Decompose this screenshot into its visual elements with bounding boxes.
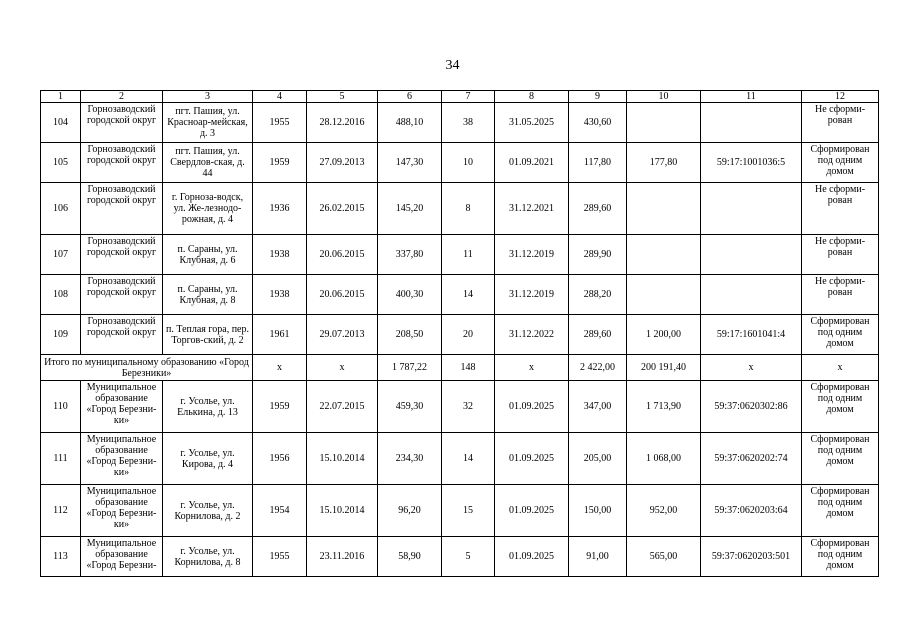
cell-col-9: 288,20 — [569, 275, 627, 315]
column-number-5: 5 — [307, 91, 378, 103]
cell-col-3: г. Усолье, ул. Елькина, д. 13 — [163, 381, 253, 433]
cell-col-4: 1959 — [253, 381, 307, 433]
total-cell: x — [307, 355, 378, 381]
cell-col-1: 112 — [41, 485, 81, 537]
cell-col-3: пгт. Пашия, ул. Свердлов-ская, д. 44 — [163, 143, 253, 183]
cell-col-3: п. Теплая гора, пер. Торгов-ский, д. 2 — [163, 315, 253, 355]
cell-col-1: 109 — [41, 315, 81, 355]
cell-col-2: Горнозаводский городской округ — [81, 183, 163, 235]
cell-col-12: Сформирован под одним домом — [802, 433, 879, 485]
cell-col-7: 14 — [442, 433, 495, 485]
cell-col-7: 15 — [442, 485, 495, 537]
cell-col-12: Сформирован под одним домом — [802, 381, 879, 433]
cell-col-2: Горнозаводский городской округ — [81, 103, 163, 143]
cell-col-6: 337,80 — [378, 235, 442, 275]
cell-col-7: 8 — [442, 183, 495, 235]
cell-col-10: 952,00 — [627, 485, 701, 537]
cell-col-8: 31.12.2019 — [495, 235, 569, 275]
cell-col-11: 59:37:0620302:86 — [701, 381, 802, 433]
table-row — [41, 381, 879, 433]
cell-col-5: 20.06.2015 — [307, 275, 378, 315]
column-number-12: 12 — [802, 91, 879, 103]
cell-col-1: 110 — [41, 381, 81, 433]
cell-col-12: Не сформи-рован — [802, 103, 879, 143]
table-row — [41, 103, 879, 143]
cell-col-12: Сформирован под одним домом — [802, 485, 879, 537]
cell-col-6: 488,10 — [378, 103, 442, 143]
column-number-3: 3 — [163, 91, 253, 103]
cell-col-2: Горнозаводский городской округ — [81, 143, 163, 183]
cell-col-7: 38 — [442, 103, 495, 143]
cell-col-9: 430,60 — [569, 103, 627, 143]
cell-col-9: 91,00 — [569, 537, 627, 577]
cell-col-1: 107 — [41, 235, 81, 275]
cell-col-10 — [627, 275, 701, 315]
cell-col-5: 29.07.2013 — [307, 315, 378, 355]
cell-col-3: г. Усолье, ул. Кирова, д. 4 — [163, 433, 253, 485]
cell-col-1: 104 — [41, 103, 81, 143]
column-number-6: 6 — [378, 91, 442, 103]
housing-table — [40, 90, 879, 577]
total-label: Итого по муниципальному образованию «Город Березники» — [41, 355, 253, 381]
cell-col-7: 20 — [442, 315, 495, 355]
cell-col-9: 289,90 — [569, 235, 627, 275]
cell-col-12: Не сформи-рован — [802, 275, 879, 315]
table-row — [41, 315, 879, 355]
column-number-8: 8 — [495, 91, 569, 103]
cell-col-10 — [627, 183, 701, 235]
cell-col-4: 1955 — [253, 103, 307, 143]
cell-col-3: г. Горноза-водск, ул. Же-лезнодо-рожная, д. 4 — [163, 183, 253, 235]
cell-col-4: 1955 — [253, 537, 307, 577]
cell-col-12: Сформирован под одним домом — [802, 537, 879, 577]
cell-col-3: п. Сараны, ул. Клубная, д. 6 — [163, 235, 253, 275]
column-number-row — [41, 91, 879, 103]
cell-col-11: 59:17:1601041:4 — [701, 315, 802, 355]
cell-col-4: 1938 — [253, 235, 307, 275]
cell-col-6: 147,30 — [378, 143, 442, 183]
cell-col-6: 145,20 — [378, 183, 442, 235]
cell-col-7: 32 — [442, 381, 495, 433]
cell-col-10: 1 068,00 — [627, 433, 701, 485]
cell-col-11: 59:37:0620202:74 — [701, 433, 802, 485]
cell-col-5: 28.12.2016 — [307, 103, 378, 143]
total-cell: x — [253, 355, 307, 381]
cell-col-12: Не сформи-рован — [802, 235, 879, 275]
cell-col-7: 11 — [442, 235, 495, 275]
cell-col-4: 1956 — [253, 433, 307, 485]
total-cell: x — [495, 355, 569, 381]
cell-col-5: 15.10.2014 — [307, 433, 378, 485]
cell-col-10 — [627, 235, 701, 275]
table-row — [41, 143, 879, 183]
cell-col-9: 205,00 — [569, 433, 627, 485]
table-row — [41, 235, 879, 275]
table-row — [41, 433, 879, 485]
cell-col-9: 289,60 — [569, 315, 627, 355]
total-cell: x — [802, 355, 879, 381]
cell-col-6: 58,90 — [378, 537, 442, 577]
cell-col-6: 96,20 — [378, 485, 442, 537]
cell-col-9: 289,60 — [569, 183, 627, 235]
total-cell: 1 787,22 — [378, 355, 442, 381]
cell-col-12: Сформирован под одним домом — [802, 143, 879, 183]
cell-col-11 — [701, 103, 802, 143]
cell-col-3: пгт. Пашия, ул. Красноар-мейская, д. 3 — [163, 103, 253, 143]
table-row — [41, 275, 879, 315]
cell-col-10: 177,80 — [627, 143, 701, 183]
cell-col-3: г. Усолье, ул. Корнилова, д. 2 — [163, 485, 253, 537]
cell-col-2: Муниципальное образование «Город Березни-ки» — [81, 485, 163, 537]
cell-col-3: п. Сараны, ул. Клубная, д. 8 — [163, 275, 253, 315]
cell-col-4: 1961 — [253, 315, 307, 355]
column-number-1: 1 — [41, 91, 81, 103]
cell-col-11: 59:37:0620203:501 — [701, 537, 802, 577]
column-number-4: 4 — [253, 91, 307, 103]
total-cell: 148 — [442, 355, 495, 381]
cell-col-9: 150,00 — [569, 485, 627, 537]
cell-col-6: 234,30 — [378, 433, 442, 485]
page-number: 34 — [445, 58, 460, 73]
cell-col-6: 459,30 — [378, 381, 442, 433]
cell-col-2: Муниципальное образование «Город Березни-ки» — [81, 433, 163, 485]
cell-col-8: 31.12.2019 — [495, 275, 569, 315]
cell-col-11 — [701, 275, 802, 315]
cell-col-7: 10 — [442, 143, 495, 183]
cell-col-5: 23.11.2016 — [307, 537, 378, 577]
cell-col-10 — [627, 103, 701, 143]
cell-col-1: 111 — [41, 433, 81, 485]
cell-col-8: 31.05.2025 — [495, 103, 569, 143]
table-row — [41, 537, 879, 577]
column-number-10: 10 — [627, 91, 701, 103]
cell-col-1: 105 — [41, 143, 81, 183]
cell-col-8: 01.09.2025 — [495, 433, 569, 485]
column-number-7: 7 — [442, 91, 495, 103]
cell-col-2: Горнозаводский городской округ — [81, 275, 163, 315]
cell-col-2: Горнозаводский городской округ — [81, 235, 163, 275]
cell-col-8: 01.09.2025 — [495, 381, 569, 433]
cell-col-1: 106 — [41, 183, 81, 235]
cell-col-6: 400,30 — [378, 275, 442, 315]
table-row — [41, 183, 879, 235]
cell-col-1: 113 — [41, 537, 81, 577]
cell-col-12: Не сформи-рован — [802, 183, 879, 235]
cell-col-12: Сформирован под одним домом — [802, 315, 879, 355]
cell-col-2: Муниципальное образование «Город Березни-ки» — [81, 381, 163, 433]
cell-col-9: 117,80 — [569, 143, 627, 183]
cell-col-9: 347,00 — [569, 381, 627, 433]
total-cell: x — [701, 355, 802, 381]
cell-col-6: 208,50 — [378, 315, 442, 355]
column-number-2: 2 — [81, 91, 163, 103]
cell-col-8: 31.12.2022 — [495, 315, 569, 355]
cell-col-2: Муниципальное образование «Город Березни- — [81, 537, 163, 577]
cell-col-8: 31.12.2021 — [495, 183, 569, 235]
cell-col-11: 59:17:1001036:5 — [701, 143, 802, 183]
total-cell: 2 422,00 — [569, 355, 627, 381]
cell-col-11 — [701, 235, 802, 275]
cell-col-10: 565,00 — [627, 537, 701, 577]
cell-col-2: Горнозаводский городской округ — [81, 315, 163, 355]
cell-col-4: 1959 — [253, 143, 307, 183]
cell-col-7: 5 — [442, 537, 495, 577]
cell-col-10: 1 713,90 — [627, 381, 701, 433]
cell-col-11: 59:37:0620203:64 — [701, 485, 802, 537]
cell-col-5: 26.02.2015 — [307, 183, 378, 235]
cell-col-8: 01.09.2021 — [495, 143, 569, 183]
cell-col-7: 14 — [442, 275, 495, 315]
cell-col-1: 108 — [41, 275, 81, 315]
column-number-11: 11 — [701, 91, 802, 103]
table-row — [41, 485, 879, 537]
cell-col-5: 27.09.2013 — [307, 143, 378, 183]
column-number-9: 9 — [569, 91, 627, 103]
cell-col-4: 1938 — [253, 275, 307, 315]
cell-col-8: 01.09.2025 — [495, 537, 569, 577]
cell-col-4: 1954 — [253, 485, 307, 537]
cell-col-5: 20.06.2015 — [307, 235, 378, 275]
total-row — [41, 355, 879, 381]
total-cell: 200 191,40 — [627, 355, 701, 381]
cell-col-5: 22.07.2015 — [307, 381, 378, 433]
cell-col-5: 15.10.2014 — [307, 485, 378, 537]
cell-col-8: 01.09.2025 — [495, 485, 569, 537]
cell-col-10: 1 200,00 — [627, 315, 701, 355]
cell-col-11 — [701, 183, 802, 235]
cell-col-4: 1936 — [253, 183, 307, 235]
cell-col-3: г. Усолье, ул. Корнилова, д. 8 — [163, 537, 253, 577]
